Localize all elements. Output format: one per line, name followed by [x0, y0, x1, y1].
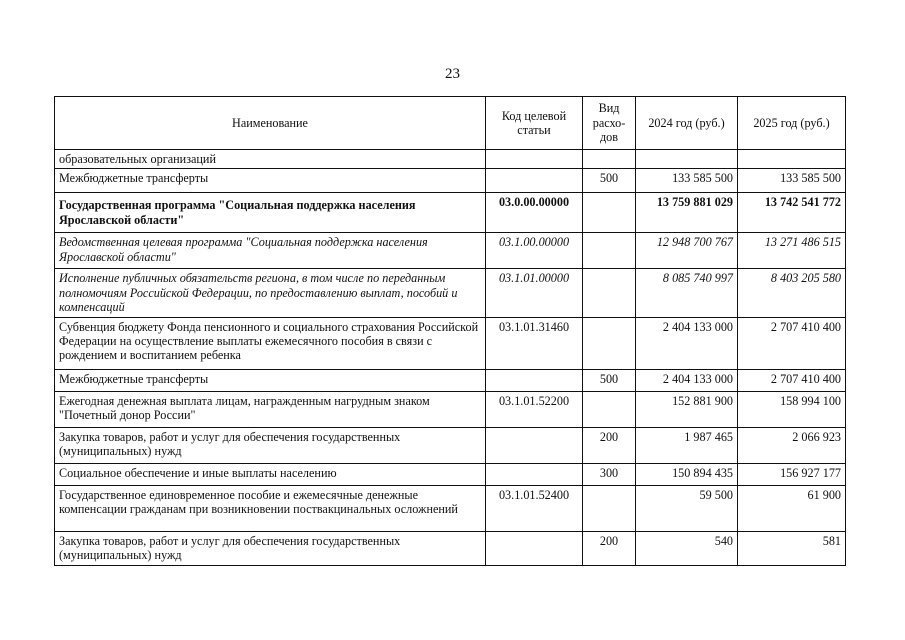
row-code-cell — [486, 463, 583, 485]
table-header — [55, 97, 846, 150]
row-2025-cell: 2 066 923 — [738, 427, 846, 463]
row-2024-cell: 1 987 465 — [636, 427, 738, 463]
row-2024-cell: 12 948 700 767 — [636, 233, 738, 269]
row-2024-cell: 13 759 881 029 — [636, 193, 738, 233]
table-row — [55, 269, 846, 317]
row-2025-cell: 133 585 500 — [738, 169, 846, 193]
row-name-cell: Государственное единовременное пособие и ежемесячные денежные компенсации гражданам при возникновении поствакцинальных осложнений — [55, 485, 486, 531]
row-type-cell — [583, 269, 636, 317]
table-row — [55, 369, 846, 391]
row-2024-cell: 133 585 500 — [636, 169, 738, 193]
table-row — [55, 485, 846, 531]
row-2024-cell — [636, 150, 738, 169]
row-2024-cell: 2 404 133 000 — [636, 317, 738, 369]
row-2025-cell: 2 707 410 400 — [738, 317, 846, 369]
header-name: Наименование — [55, 97, 486, 150]
row-type-cell: 200 — [583, 427, 636, 463]
row-code-cell — [486, 369, 583, 391]
budget-table — [54, 96, 846, 566]
table-row — [55, 193, 846, 233]
row-2025-cell: 156 927 177 — [738, 463, 846, 485]
table-row — [55, 317, 846, 369]
row-2025-cell: 13 742 541 772 — [738, 193, 846, 233]
row-name-cell: Межбюджетные трансферты — [55, 369, 486, 391]
row-2024-cell: 8 085 740 997 — [636, 269, 738, 317]
row-2025-cell: 13 271 486 515 — [738, 233, 846, 269]
row-2024-cell: 59 500 — [636, 485, 738, 531]
row-code-cell — [486, 427, 583, 463]
row-type-cell — [583, 485, 636, 531]
row-2025-cell: 61 900 — [738, 485, 846, 531]
row-name-cell: Исполнение публичных обязательств региона, в том числе по переданным полномочиям Российской Федерации, по предоставлению выплат, пособий и компенсаций — [55, 269, 486, 317]
row-type-cell — [583, 193, 636, 233]
row-type-cell — [583, 150, 636, 169]
row-2024-cell: 152 881 900 — [636, 391, 738, 427]
row-code-cell — [486, 169, 583, 193]
header-2025: 2025 год (руб.) — [738, 97, 846, 150]
row-code-cell: 03.1.01.52200 — [486, 391, 583, 427]
row-code-cell: 03.0.00.00000 — [486, 193, 583, 233]
row-code-cell: 03.1.01.52400 — [486, 485, 583, 531]
row-name-cell: Социальное обеспечение и иные выплаты населению — [55, 463, 486, 485]
table-row — [55, 150, 846, 169]
row-2024-cell: 150 894 435 — [636, 463, 738, 485]
row-code-cell: 03.1.01.31460 — [486, 317, 583, 369]
row-name-cell: Межбюджетные трансферты — [55, 169, 486, 193]
row-2024-cell: 2 404 133 000 — [636, 369, 738, 391]
row-name-cell: Государственная программа "Социальная поддержка населения Ярославской области" — [55, 193, 486, 233]
row-code-cell: 03.1.00.00000 — [486, 233, 583, 269]
row-2025-cell: 2 707 410 400 — [738, 369, 846, 391]
row-2025-cell: 8 403 205 580 — [738, 269, 846, 317]
row-code-cell — [486, 150, 583, 169]
header-type: Вид расхо-дов — [583, 97, 636, 150]
row-type-cell: 300 — [583, 463, 636, 485]
row-name-cell: Ведомственная целевая программа "Социальная поддержка населения Ярославской области" — [55, 233, 486, 269]
row-type-cell: 500 — [583, 169, 636, 193]
row-type-cell: 500 — [583, 369, 636, 391]
row-type-cell — [583, 233, 636, 269]
header-2024: 2024 год (руб.) — [636, 97, 738, 150]
row-code-cell — [486, 531, 583, 565]
header-row — [55, 97, 846, 150]
header-code: Код целевой статьи — [486, 97, 583, 150]
row-type-cell — [583, 391, 636, 427]
row-type-cell: 200 — [583, 531, 636, 565]
row-type-cell — [583, 317, 636, 369]
table-row — [55, 169, 846, 193]
table-row — [55, 391, 846, 427]
row-code-cell: 03.1.01.00000 — [486, 269, 583, 317]
row-2025-cell: 581 — [738, 531, 846, 565]
row-2025-cell — [738, 150, 846, 169]
row-name-cell: образовательных организаций — [55, 150, 486, 169]
row-2024-cell: 540 — [636, 531, 738, 565]
table-row — [55, 233, 846, 269]
row-name-cell: Субвенция бюджету Фонда пенсионного и социального страхования Российской Федерации на осуществление выплаты ежемесячного пособия в связи с рождением и воспитанием ребенка — [55, 317, 486, 369]
row-name-cell: Ежегодная денежная выплата лицам, награжденным нагрудным знаком "Почетный донор России" — [55, 391, 486, 427]
table-row — [55, 463, 846, 485]
page-number: 23 — [445, 66, 460, 82]
table-body — [55, 150, 846, 566]
table-row — [55, 427, 846, 463]
row-name-cell: Закупка товаров, работ и услуг для обеспечения государственных (муниципальных) нужд — [55, 427, 486, 463]
table-row — [55, 531, 846, 565]
row-name-cell: Закупка товаров, работ и услуг для обеспечения государственных (муниципальных) нужд — [55, 531, 486, 565]
row-2025-cell: 158 994 100 — [738, 391, 846, 427]
